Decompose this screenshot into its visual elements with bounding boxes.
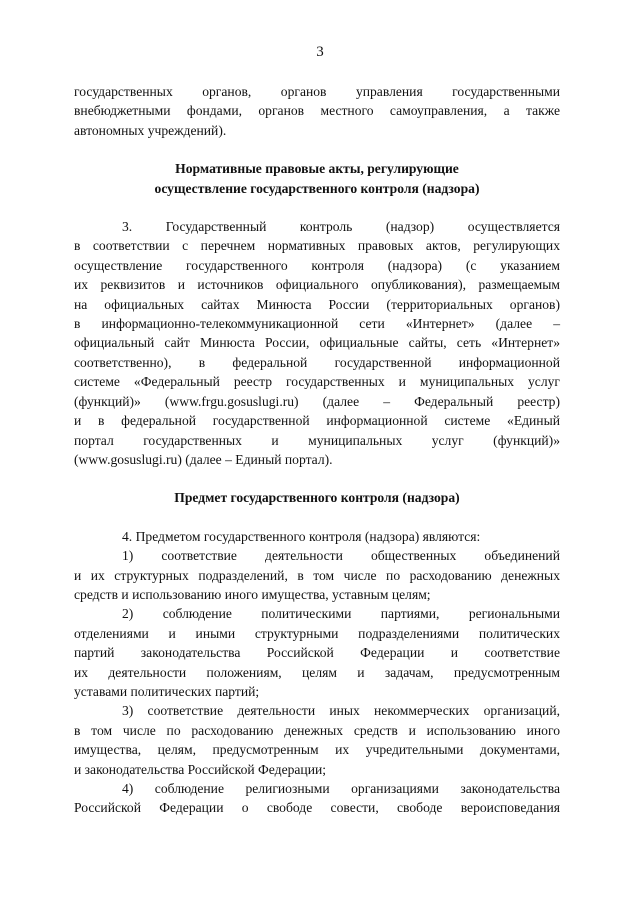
- page-number: 3: [316, 44, 324, 60]
- paragraph-line: соответственно), в федеральной государственной информационной: [74, 354, 560, 370]
- paragraph-line: портал государственных и муниципальных услуг (функций)»: [74, 432, 560, 448]
- document-body: [74, 82, 560, 818]
- paragraph-line: 3. Государственный контроль (надзор) осуществляется: [122, 219, 560, 235]
- paragraph-line: и законодательства Российской Федерации;: [74, 761, 327, 777]
- paragraph-line: и в федеральной государственной информационной системе «Единый: [74, 413, 560, 429]
- paragraph-line: в том числе по расходованию денежных средств и использованию иного: [74, 722, 560, 738]
- paragraph-line: 1) соответствие деятельности общественных объединений: [122, 548, 560, 564]
- paragraph-line: отделениями и иными структурными подразделениями политических: [74, 625, 560, 641]
- paragraph-line: (www.gosuslugi.ru) (далее – Единый портал).: [74, 451, 333, 467]
- paragraph-line: их реквизитов и источников официального опубликования), размещаемым: [74, 277, 560, 293]
- paragraph-line: имущества, целям, предусмотренным их учредительными документами,: [74, 742, 560, 758]
- list-item-1: [74, 546, 560, 604]
- paragraph-line: партий законодательства Российской Федерации и соответствие: [74, 645, 560, 661]
- paragraph-line: 3) соответствие деятельности иных некоммерческих организаций,: [122, 703, 560, 719]
- heading-line: осуществление государственного контроля (надзора): [154, 180, 480, 196]
- paragraph-line: на официальных сайтах Минюста России (территориальных органов): [74, 296, 560, 312]
- paragraph-line: средств и использованию иного имущества, уставным целям;: [74, 586, 431, 602]
- paragraph-line: 4) соблюдение религиозными организациями законодательства: [122, 781, 560, 796]
- paragraph-line: в соответствии с перечнем нормативных правовых актов, регулирующих: [74, 238, 560, 254]
- paragraph-line: их деятельности положениям, целям и задачам, предусмотренным: [74, 664, 560, 680]
- paragraph-line: осуществление государственного контроля (надзора) (с указанием: [74, 257, 560, 273]
- list-item-2: [74, 604, 560, 701]
- section-heading-subject: [74, 488, 560, 507]
- intro-line: внебюджетными фондами, органов местного самоуправления, а также: [74, 103, 560, 119]
- paragraph-line: 2) соблюдение политическими партиями, региональными: [122, 606, 560, 622]
- heading-line: Предмет государственного контроля (надзора): [174, 490, 460, 506]
- list-item-3: [74, 701, 560, 779]
- list-item-4: [74, 779, 560, 818]
- paragraph-line: официальный сайт Минюста России, официальные сайты, сеть «Интернет»: [74, 335, 560, 351]
- paragraph-3: [74, 217, 560, 469]
- heading-line: Нормативные правовые акты, регулирующие: [175, 161, 459, 177]
- paragraph-line: в информационно-телекоммуникационной сети «Интернет» (далее –: [74, 316, 560, 332]
- paragraph-line: Российской Федерации о свободе совести, свободе вероисповедания: [74, 800, 560, 816]
- paragraph-line: уставами политических партий;: [74, 683, 260, 699]
- intro-line: автономных учреждений).: [74, 122, 227, 138]
- paragraph-line: (функций)» (www.frgu.gosuslugi.ru) (далее – Федеральный реестр): [74, 393, 560, 409]
- section-heading-normative-acts: [74, 159, 560, 198]
- paragraph-line: системе «Федеральный реестр государственных и муниципальных услуг: [74, 374, 560, 390]
- paragraph-4: [74, 527, 560, 546]
- paragraph-line: 4. Предметом государственного контроля (надзора) являются:: [122, 528, 481, 544]
- paragraph-line: и их структурных подразделений, в том числе по расходованию денежных: [74, 567, 560, 583]
- intro-line: государственных органов, органов управления государственными: [74, 84, 560, 99]
- intro-paragraph: [74, 82, 560, 140]
